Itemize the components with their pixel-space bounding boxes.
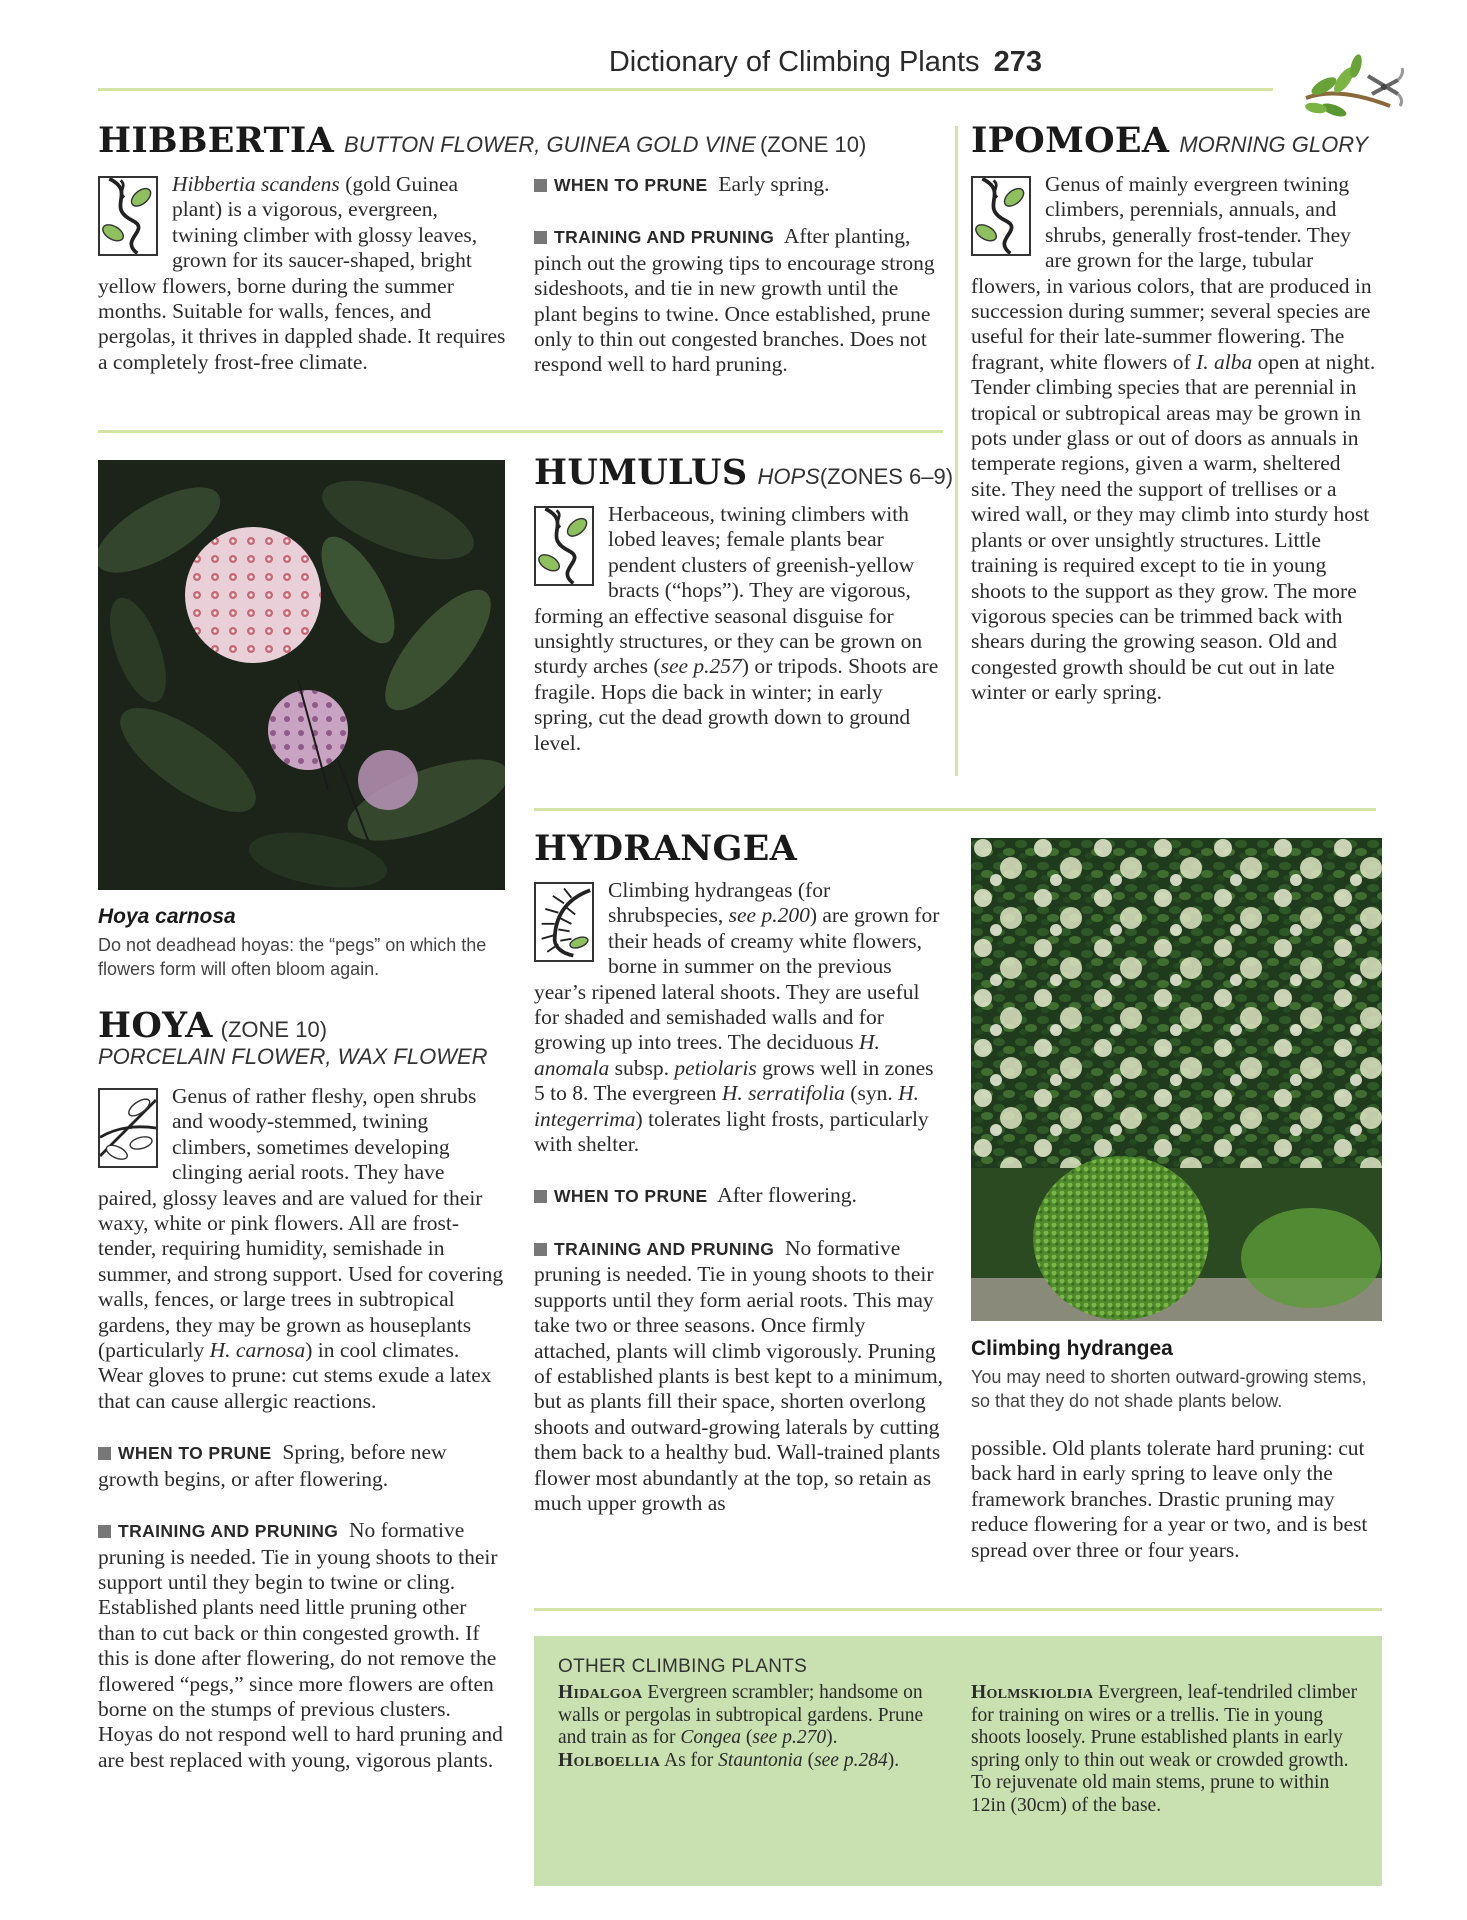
- hoya-training-label: TRAINING AND PRUNING: [118, 1521, 339, 1542]
- humulus-ref: see p.257: [660, 654, 742, 679]
- climbing-hydrangea-photo: [971, 838, 1382, 1321]
- hoya-heading: [98, 1005, 518, 1070]
- other-box-left: Hidalgoa Evergreen scrambler; handsome on walls or pergolas in subtropical gardens. Prune and train as for Congea (see p.270). Holboellia As for Stauntonia (see p.284).: [558, 1682, 924, 1771]
- hoya-text-2: ) in cool climates. Wear gloves to prune: cut stems exude a latex that can cause allergic reactions.: [98, 1338, 492, 1413]
- hydrangea-text-e: (syn.: [844, 1081, 899, 1106]
- hydrangea-text-d: grows well in zones 5 to 8. The evergreen: [534, 1055, 934, 1106]
- ipomoea-text-1: Genus of mainly evergreen twining climbers, perennials, annuals, and shrubs, generally frost-tender. They are grown for the large, tubular flowers, in various colors, that are produced in succession during summer; several species are useful for their late-summer flowering. The fragrant, white flowers of: [971, 172, 1372, 374]
- hibbertia-common-name: BUTTON FLOWER, GUINEA GOLD VINE: [344, 132, 756, 157]
- ipomoea-species: I. alba: [1196, 349, 1253, 374]
- hibbertia-when-label: WHEN TO PRUNE: [554, 175, 708, 195]
- twining-climber-icon: [534, 506, 594, 586]
- hibbertia-training-label: TRAINING AND PRUNING: [554, 227, 775, 248]
- holboellia-ref: see p.284: [814, 1749, 888, 1771]
- hoya-title: HOYA: [98, 1005, 213, 1046]
- hydrangea-caption-text: You may need to shorten outward-growing stems, so that they do not shade plants below.: [971, 1367, 1367, 1411]
- hibbertia-zone: (ZONE 10): [759, 132, 867, 157]
- pruning-shears-branch-icon: [1298, 36, 1406, 124]
- section-divider: [534, 808, 1376, 811]
- hydrangea-species-2: petiolaris: [674, 1055, 757, 1080]
- twining-climber-icon: [98, 176, 158, 256]
- ipomoea-title: IPOMOEA: [971, 120, 1170, 161]
- hidalgoa-name: Hidalgoa: [558, 1682, 643, 1703]
- hibbertia-heading: [98, 120, 866, 161]
- holmskioldia-text: Evergreen, leaf-tendriled climber for training on wires or a trellis. Tie in young shoots loosely. Prune established plants in early spring only to thin out weak or crowded growth. To rejuvenate old main stems, prune to within 12in (30cm) of the base.: [971, 1682, 1358, 1816]
- humulus-description: [534, 502, 944, 756]
- ipomoea-common-name: MORNING GLORY: [1179, 132, 1368, 157]
- hibbertia-when-text: Early spring.: [718, 172, 830, 196]
- hydrangea-ref: see p.200: [728, 903, 810, 928]
- hibbertia-text: (gold Guinea plant) is a vigorous, evergreen, twining climber with glossy leaves, grown for its saucer-shaped, bright yellow flowers, borne during the summer months. Suitable for walls, fences, and pergolas, it thrives in dappled shade. It requires a completely frost-free climate.: [98, 172, 506, 374]
- hoya-when-label: WHEN TO PRUNE: [118, 1443, 272, 1464]
- hydrangea-text-c: subsp.: [609, 1055, 675, 1080]
- hydrangea-species-3: H. serratifolia: [721, 1081, 845, 1106]
- holmskioldia-name: Holmskioldia: [971, 1682, 1094, 1703]
- hibbertia-description: [98, 172, 508, 375]
- hydrangea-species-4: H. integerrima: [534, 1081, 919, 1131]
- hoya-caption-text: Do not deadhead hoyas: the “pegs” on which the flowers form will often bloom again.: [98, 935, 487, 979]
- hydrangea-text-f: ) tolerates light frosts, particularly with shelter.: [534, 1106, 929, 1157]
- hibbertia-pruning: [534, 172, 944, 378]
- other-box-title: OTHER CLIMBING PLANTS: [558, 1656, 808, 1677]
- other-climbing-plants-box: [534, 1636, 1382, 1886]
- holboellia-italic: Stauntonia: [718, 1749, 803, 1771]
- humulus-zone: (ZONES 6–9): [819, 464, 954, 489]
- hydrangea-when-text: After flowering.: [717, 1183, 857, 1208]
- hoya-common-name: PORCELAIN FLOWER, WAX FLOWER: [98, 1044, 488, 1069]
- other-box-right: [971, 1682, 1366, 1817]
- ipomoea-text-2: open at night. Tender climbing species that are perennial in tropical or subtropical areas may be grown in pots under glass or out of doors as annuals in temperate regions, given a warm, sheltered site. They need the support of trellises or a wired wall, or they may climb into sturdy host plants or over unsightly structures. Little training is required except to tie in young shoots to the support as they grow. The more vigorous species can be trimmed back with shears during the growing season. Old and congested growth should be cut out in late winter or early spring.: [971, 349, 1376, 705]
- ipomoea-description: [971, 172, 1377, 706]
- aerial-root-climber-icon: [534, 882, 594, 962]
- woody-climber-icon: [98, 1088, 158, 1168]
- hydrangea-title: HYDRANGEA: [534, 828, 798, 869]
- header-title: Dictionary of Climbing Plants: [608, 46, 980, 78]
- hoya-description: [98, 1084, 508, 1773]
- hibbertia-training-text: After planting, pinch out the growing tips to encourage strong sideshoots, and tie in new growth until the plant begins to twine. Once established, prune only to thin out congested branches. Does not respond well to hard pruning.: [534, 224, 935, 377]
- hydrangea-continued: [971, 1436, 1377, 1563]
- section-divider: [534, 1608, 1382, 1611]
- twining-climber-icon: [971, 176, 1031, 256]
- hoya-photo-caption: [98, 905, 508, 981]
- hydrangea-continued-text: possible. Old plants tolerate hard pruning: cut back hard in early spring to leave only the framework branches. Drastic pruning may reduce flowering for a year or two, and is best spread over three or four years.: [971, 1436, 1368, 1562]
- hydrangea-training-label: TRAINING AND PRUNING: [554, 1238, 775, 1259]
- hydrangea-photo-caption: [971, 1337, 1382, 1413]
- header-rule: [98, 88, 1273, 91]
- hydrangea-text-b: ) are grown for their heads of creamy white flowers, borne in summer on the previous year’s ripened lateral shoots. They are useful for shaded and semishaded walls and for growing up into trees. The deciduous: [534, 903, 940, 1055]
- ipomoea-heading: [971, 120, 1368, 161]
- hydrangea-when-label: WHEN TO PRUNE: [554, 1186, 708, 1207]
- hoya-when-text: Spring, before new growth begins, or after flowering.: [98, 1440, 447, 1491]
- hoya-carnosa-photo: [98, 460, 505, 890]
- page-number: 273: [993, 46, 1042, 78]
- hoya-caption-title: Hoya carnosa: [98, 905, 236, 928]
- humulus-text-2: ) or tripods. Shoots are fragile. Hops die back in winter; in early spring, cut the dead growth down to ground level.: [534, 654, 939, 755]
- hidalgoa-ref: see p.270: [752, 1727, 827, 1748]
- hoya-training-text: No formative pruning is needed. Tie in young shoots to their support until they begin to twine or cling. Established plants need little pruning other than to cut back or thin congested growth. If this is done after flowering, do not remove the flowered “pegs,” since more flowers are often borne on the stumps of previous clusters. Hoyas do not respond well to hard pruning and are best replaced with young, vigorous plants.: [98, 1518, 503, 1772]
- humulus-text-1: Herbaceous, twining climbers with lobed leaves; female plants bear pendent clusters of greenish-yellow bracts (“hops”). They are vigorous, forming an effective seasonal disguise for unsightly structures, or they can be grown on sturdy arches (: [534, 502, 923, 679]
- hydrangea-training-text: No formative pruning is needed. Tie in young shoots to their supports until they form aerial roots. This may take two or three seasons. Once firmly attached, plants will climb vigorously. Pruning of established plants is best kept to a minimum, but as plants fill their space, shorten overlong shoots and outward-growing laterals by cutting them back to a healthy bud. Wall-trained plants flower most abundantly at the top, so retain as much upper growth as: [534, 1235, 944, 1515]
- holboellia-text: As for: [660, 1749, 719, 1771]
- hydrangea-caption-title: Climbing hydrangea: [971, 1337, 1173, 1360]
- hoya-zone: (ZONE 10): [220, 1017, 328, 1042]
- hidalgoa-text: Evergreen scrambler; handsome on walls or pergolas in subtropical gardens. Prune and train as for: [558, 1682, 924, 1748]
- hydrangea-species-1: H. anomala: [534, 1030, 880, 1080]
- page-header: [609, 46, 1042, 79]
- holboellia-name: Holboellia: [558, 1749, 661, 1771]
- hoya-species: H. carnosa: [209, 1338, 306, 1363]
- humulus-common-name: HOPS: [757, 464, 820, 489]
- hidalgoa-italic: Congea: [680, 1727, 742, 1748]
- humulus-title: HUMULUS: [534, 452, 748, 493]
- hydrangea-description: [534, 878, 944, 1516]
- humulus-heading: [534, 452, 953, 493]
- hoya-text-1: Genus of rather fleshy, open shrubs and woody-stemmed, twining climbers, sometimes developing clinging aerial roots. They have paired, glossy leaves and are valued for their waxy, white or pink flowers. All are frost-tender, requiring humidity, semishade in summer, and strong support. Used for covering walls, fences, or large trees in subtropical gardens, they may be grown as houseplants (particularly: [98, 1084, 504, 1363]
- section-divider: [98, 430, 943, 433]
- hibbertia-species: Hibbertia scandens: [172, 172, 340, 196]
- hibbertia-title: HIBBERTIA: [98, 120, 335, 161]
- hydrangea-text-a: Climbing hydrangeas (for shrubspecies,: [608, 878, 831, 928]
- column-divider: [955, 126, 958, 776]
